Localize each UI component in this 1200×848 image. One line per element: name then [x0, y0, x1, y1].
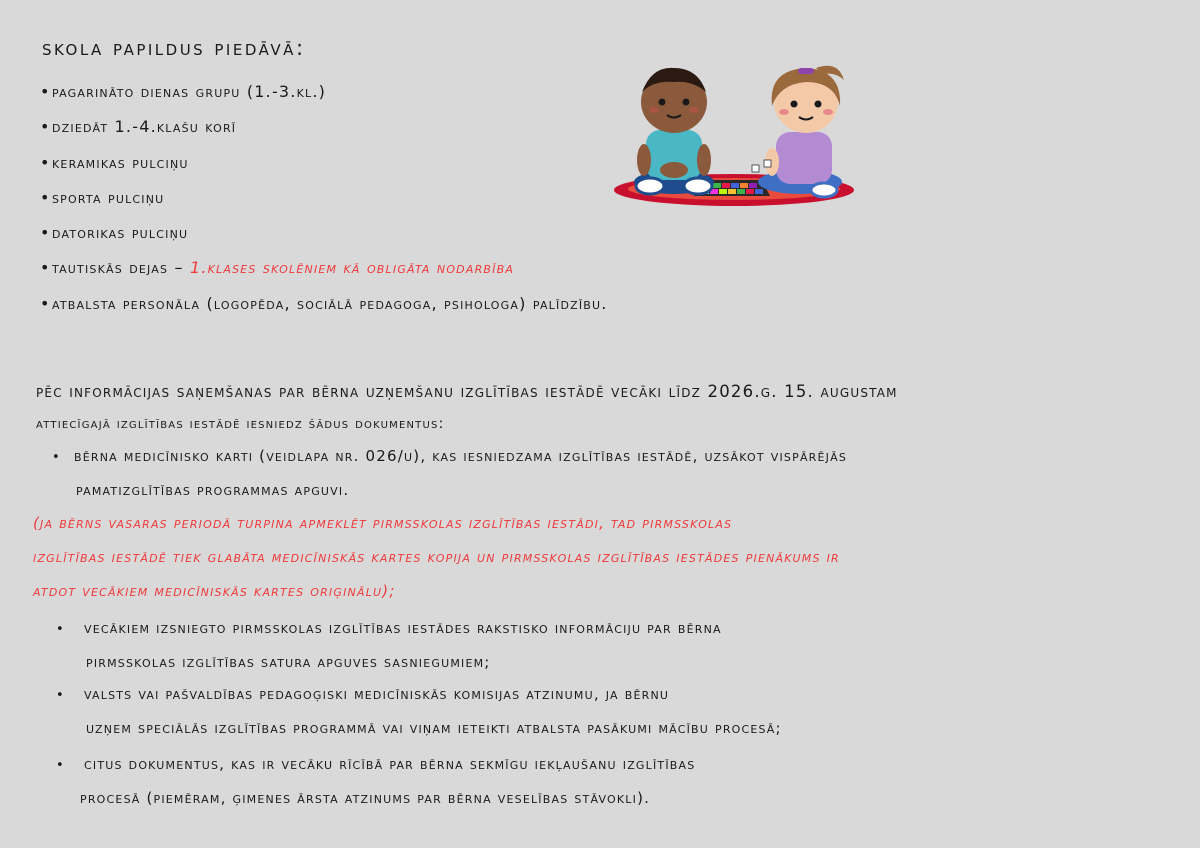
offer-text: pagarināto dienas grupu (1.-3.kl.): [52, 82, 327, 101]
offer-text: datorikas pulciņu: [52, 223, 189, 243]
intro-line-2: attiecīgajā izglītības iestādē iesniedz šādus dokumentus:: [36, 416, 445, 432]
bullet-icon: •: [40, 82, 51, 101]
section-heading: skola papildus piedāvā:: [42, 36, 306, 60]
offer-text: atbalsta personāla (logopēda, sociālā pedagoga, psihologa) palīdzību.: [52, 293, 608, 313]
document-text: pamatizglītības programmas apguvi.: [76, 481, 350, 499]
bullet-icon: •: [40, 187, 51, 207]
offer-text: dziedāt 1.-4.klašu korī: [52, 117, 237, 137]
document-text: valsts vai pašvaldības pedagoģiski medicīniskās komisijas atzinumu, ja bērnu: [84, 685, 670, 703]
offer-item: [40, 184, 608, 219]
medical-card-note: izglītības iestādē tiek glabāta medicīniskās kartes kopija un pirmsskolas izglītības iestādes pienākums ir: [33, 548, 840, 566]
bullet-icon: •: [56, 758, 65, 773]
bullet-icon: •: [56, 622, 65, 637]
medical-card-note: (ja bērns vasaras periodā turpina apmeklēt pirmsskolas izglītības iestādi, tad pirmsskolas: [33, 514, 733, 532]
offer-item: [40, 113, 608, 148]
bullet-icon: •: [56, 688, 65, 703]
offer-item: [40, 219, 608, 254]
document-item: [56, 685, 669, 703]
bullet-icon: •: [40, 152, 51, 172]
offer-item: [40, 254, 608, 289]
intro-line-1: pēc informācijas saņemšanas par bērna uzņemšanu izglītības iestādē vecāki līdz 2026.g. 15. augustam: [36, 382, 898, 401]
offers-list: [40, 78, 608, 325]
bullet-icon: •: [52, 450, 61, 465]
document-item-continuation: [76, 481, 349, 499]
bullet-icon: •: [40, 117, 51, 137]
documents-intro: [36, 375, 1176, 441]
document-item: [56, 619, 722, 637]
offer-item: [40, 149, 608, 184]
bullet-icon: •: [40, 293, 51, 313]
document-text: citus dokumentus, kas ir vecāku rīcībā par bērna sekmīgu iekļaušanu izglītības: [84, 755, 696, 773]
document-item: [52, 447, 847, 465]
offer-text: tautiskās dejas –: [52, 258, 190, 278]
document-item-continuation: [80, 789, 650, 807]
document-item-continuation: [86, 719, 782, 737]
bullet-icon: •: [40, 258, 51, 278]
medical-card-note: atdot vecākiem medicīniskās kartes oriģinālu);: [33, 582, 396, 600]
children-playing-illustration: [612, 62, 857, 210]
document-text: vecākiem izsniegto pirmsskolas izglītības iestādes rakstisko informāciju par bērna: [84, 619, 722, 637]
document-item-continuation: [86, 653, 491, 671]
document-text: uzņem speciālās izglītības programmā vai viņam ieteikti atbalsta pasākumi mācību procesā;: [86, 719, 782, 737]
bullet-icon: •: [40, 223, 51, 243]
offer-text: sporta pulciņu: [52, 187, 165, 207]
document-text: pirmsskolas izglītības satura apguves sasniegumiem;: [86, 653, 491, 671]
document-text: bērna medicīnisko karti (veidlapa nr. 026/u), kas iesniedzama izglītības iestādē, uzsākot vispārējās: [74, 447, 848, 465]
document-item: [56, 755, 695, 773]
offer-item: [40, 290, 608, 325]
offer-item: [40, 78, 608, 113]
document-text: procesā (piemēram, ģimenes ārsta atzinums par bērna veselības stāvokli).: [80, 789, 651, 807]
offer-text: keramikas pulciņu: [52, 152, 189, 172]
offer-highlight: 1.klases skolēniem kā obligāta nodarbība: [189, 258, 515, 278]
